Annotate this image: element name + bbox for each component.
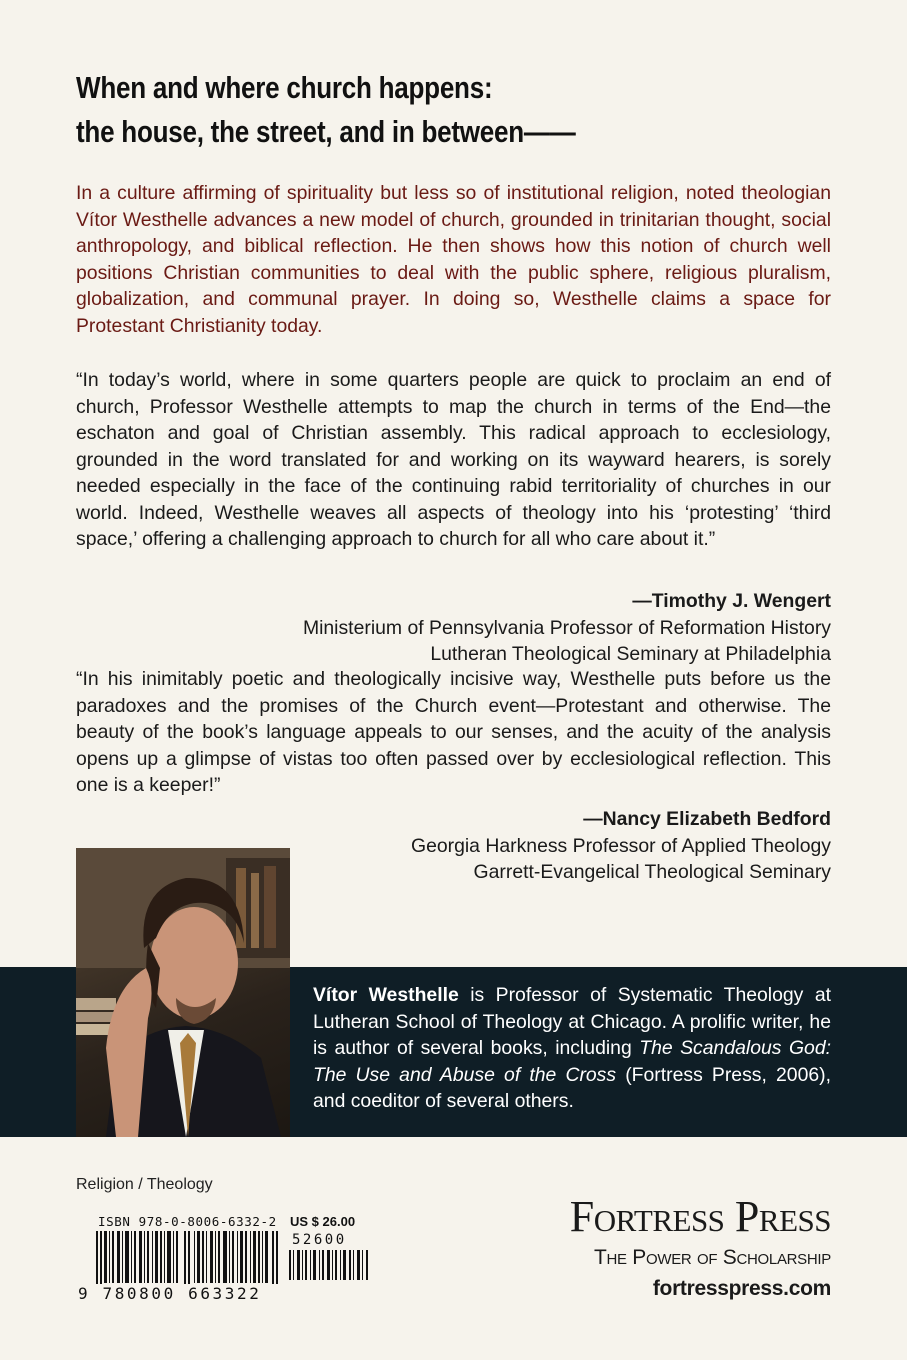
isbn-digits: 9 780800 663322 xyxy=(76,1284,288,1303)
bisac-category: Religion / Theology xyxy=(76,1176,213,1193)
endorser-name: —Timothy J. Wengert xyxy=(632,590,831,612)
endorser-title: Ministerium of Pennsylvania Professor of Reformation History xyxy=(302,616,831,639)
endorser-name: —Nancy Elizabeth Bedford xyxy=(583,808,831,830)
price-addon-digits: 52600 xyxy=(292,1232,347,1248)
headline-line-2: the house, the street, and in between—— xyxy=(76,114,576,149)
author-photo xyxy=(76,848,290,1137)
author-bio xyxy=(313,982,831,1115)
endorsement-quote-1: “In today’s world, where in some quarters people are quick to proclaim an end of church, Professor Westhelle attempts to map the church in terms of the End—the eschaton and goal of Christian assembly. This radical approach to ecclesiology, grounded in the word translated for and working on its wayward hearers, is sorely needed especially in the face of the continuing rabid territoriality of churches in our world. Indeed, Westhelle weaves all aspects of theology into his ‘protesting’ ‘third space,’ offering a challenging approach to church for all who care about it.” xyxy=(76,369,831,550)
headline-line-1: When and where church happens: xyxy=(76,70,493,105)
endorsement-attribution-1 xyxy=(303,588,831,668)
headline xyxy=(76,66,714,154)
author-bio-text: is Professor of Systematic Theology at Lutheran School of Theology at Chicago. A prolific writer, he is author of several books, including xyxy=(313,984,831,1059)
author-portrait-illustration xyxy=(76,848,290,1137)
author-name: Vítor Westhelle xyxy=(313,984,459,1006)
publisher-tagline: The Power of Scholarship xyxy=(594,1246,831,1269)
endorser-title: Georgia Harkness Professor of Applied Theology xyxy=(410,834,831,857)
endorsement-quote-2: “In his inimitably poetic and theologically incisive way, Westhelle puts before us the paradoxes and the promises of the Church event—Protestant and otherwise. The beauty of the book’s language appeals to our senses, and the acuity of the analysis opens up a glimpse of vistas too often passed over by ecclesiological reflection. This one is a keeper!” xyxy=(76,668,831,796)
publisher-block xyxy=(570,1192,831,1304)
price-addon-barcode xyxy=(289,1250,371,1280)
endorser-institution: Garrett-Evangelical Theological Seminary xyxy=(473,861,831,883)
author-book-title: The Scandalous God: The Use and Abuse of the Cross xyxy=(313,1037,831,1086)
price-label: US $ 26.00 xyxy=(290,1214,356,1229)
isbn-barcode xyxy=(96,1231,280,1291)
endorser-institution: Lutheran Theological Seminary at Philadelphia xyxy=(430,643,831,665)
author-bio-text-end: (Fortress Press, 2006), and coeditor of several others. xyxy=(313,1063,831,1112)
publisher-logo: Fortress Press xyxy=(569,1192,831,1241)
publisher-website: fortresspress.com xyxy=(652,1277,831,1300)
endorsement-attribution-2 xyxy=(411,806,831,886)
isbn-label: ISBN 978-0-8006-6332-2 xyxy=(98,1214,277,1229)
book-summary: In a culture affirming of spirituality but less so of institutional religion, noted theologian Vítor Westhelle advances a new model of church, grounded in trinitarian thought, social anthropology, and biblical reflection. He then shows how this notion of church well positions Christian communities to deal with the public sphere, religious pluralism, globalization, and communal prayer. In doing so, Westhelle claims a space for Protestant Christianity today. xyxy=(76,182,831,337)
